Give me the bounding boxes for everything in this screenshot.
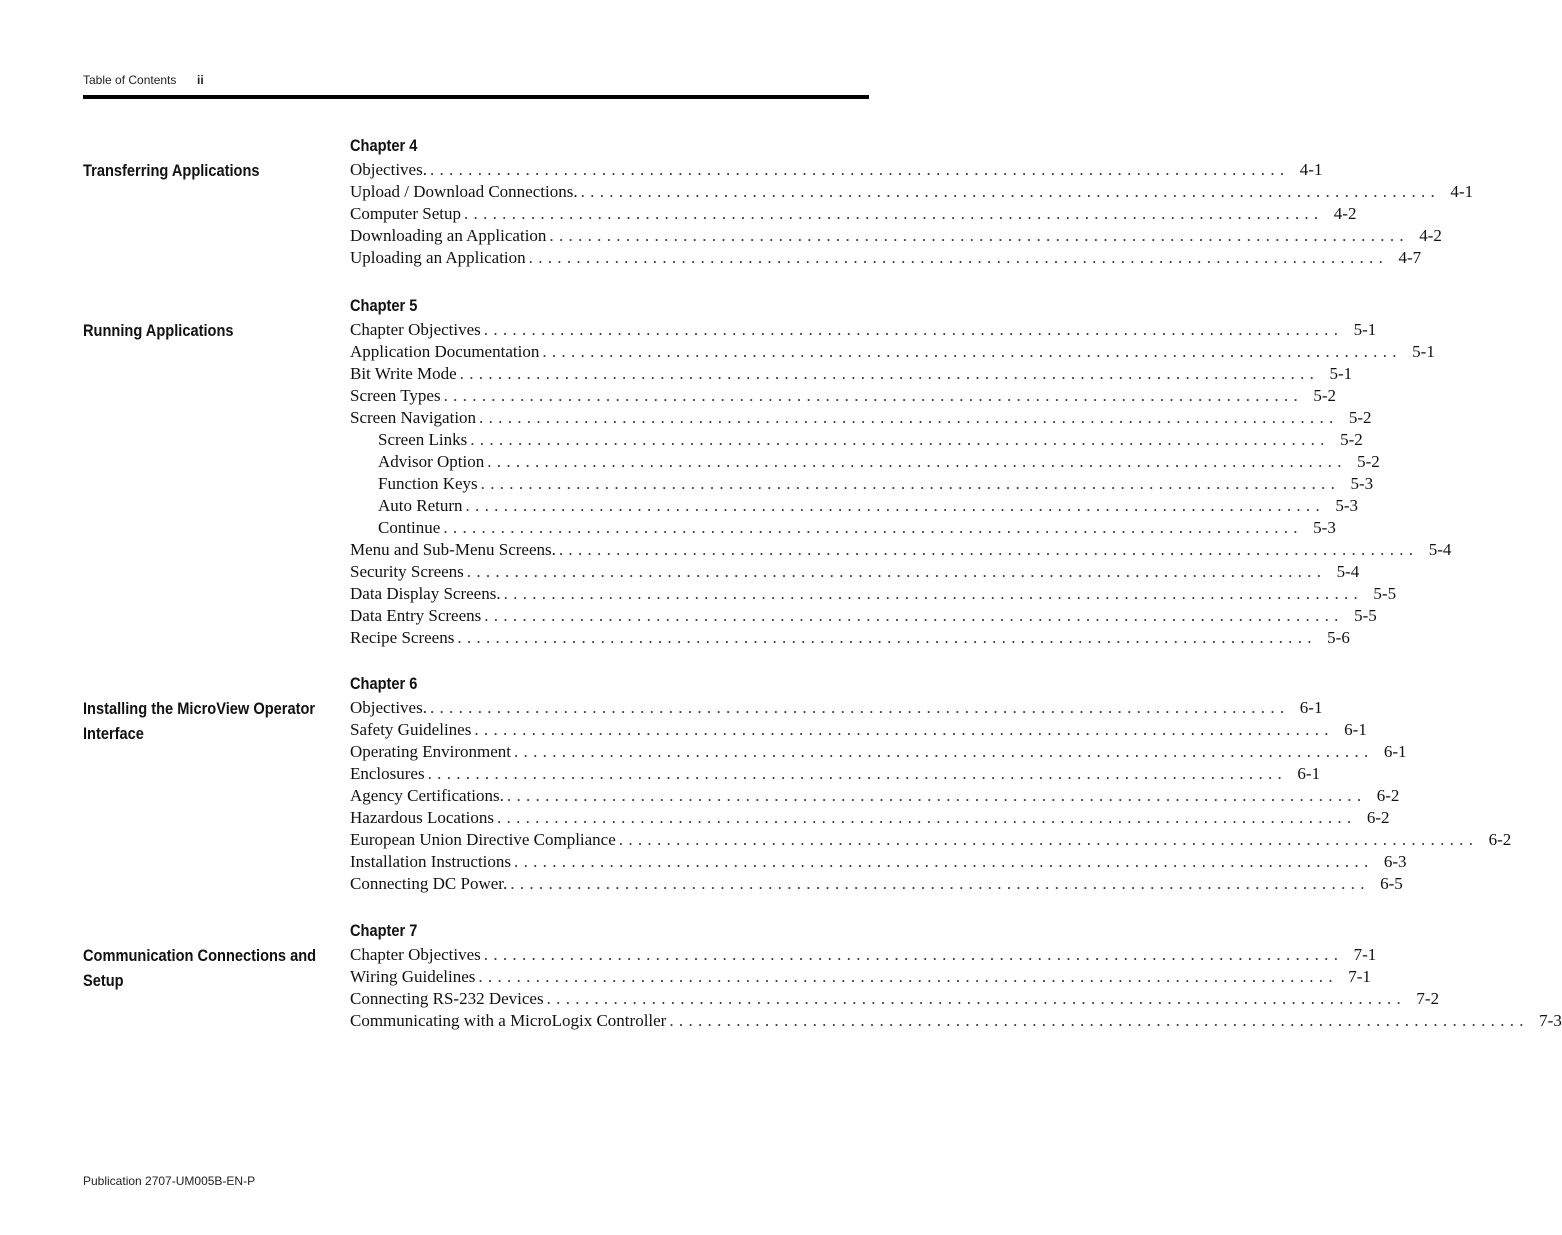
dot-leader: .......................................................................................... xyxy=(484,606,1344,625)
toc-entry-title: Upload / Download Connections. xyxy=(350,182,578,201)
dot-leader: .......................................................................................... xyxy=(459,364,1320,383)
toc-entry-title: Bit Write Mode xyxy=(350,364,457,383)
dot-leader: .......................................................................................... xyxy=(479,408,1339,427)
toc-entry[interactable] xyxy=(350,204,1357,226)
toc-entry-title: Objectives. xyxy=(350,160,427,179)
toc-entry-list xyxy=(350,160,1474,270)
toc-entry-page: 6-1 xyxy=(1383,742,1407,761)
toc-entry[interactable] xyxy=(350,226,1442,248)
dot-leader: .......................................................................................... xyxy=(618,830,1479,849)
dot-leader: .......................................................................................... xyxy=(427,764,1288,783)
dot-leader: .......................................................................................... xyxy=(429,698,1290,717)
toc-entry-title: Screen Types xyxy=(350,386,441,405)
toc-entry[interactable] xyxy=(350,764,1321,786)
toc-subentry[interactable] xyxy=(350,518,1336,540)
toc-entry[interactable] xyxy=(350,540,1452,562)
dot-leader: .......................................................................................... xyxy=(546,989,1407,1008)
dot-leader: .......................................................................................... xyxy=(429,160,1290,179)
toc-entry[interactable] xyxy=(350,989,1440,1011)
dot-leader: .......................................................................................... xyxy=(443,518,1303,537)
toc-entry-title: Connecting RS-232 Devices xyxy=(350,989,544,1008)
toc-entry-page: 5-5 xyxy=(1354,606,1377,625)
dot-leader: .......................................................................................... xyxy=(466,562,1327,581)
toc-entry[interactable] xyxy=(350,967,1371,989)
toc-entry-title: Security Screens xyxy=(350,562,464,581)
toc-entry-title: Application Documentation xyxy=(350,342,540,361)
toc-entry-title: Screen Links xyxy=(378,430,468,449)
dot-leader: .......................................................................................... xyxy=(514,852,1374,871)
toc-entry-page: 5-1 xyxy=(1353,320,1377,339)
toc-entry-page: 4-1 xyxy=(1450,182,1474,201)
chapter-title: Running Applications xyxy=(83,321,234,340)
toc-entry[interactable] xyxy=(350,1011,1562,1033)
toc-entry-page: 5-5 xyxy=(1373,584,1397,603)
toc-entry-title: Recipe Screens xyxy=(350,628,455,647)
chapter-title: Transferring Applications xyxy=(83,161,260,180)
toc-entry-title: Hazardous Locations xyxy=(350,808,494,827)
toc-entry-page: 7-3 xyxy=(1539,1011,1562,1030)
toc-entry-page: 4-2 xyxy=(1333,204,1357,223)
toc-entry-title: Downloading an Application xyxy=(350,226,547,245)
header-page-number: ii xyxy=(197,73,204,87)
toc-entry[interactable] xyxy=(350,364,1353,386)
dot-leader: .......................................................................................... xyxy=(669,1011,1529,1030)
toc-entry-title: Continue xyxy=(378,518,441,537)
dot-leader: .......................................................................................... xyxy=(480,474,1341,493)
toc-entry-title: Connecting DC Power. xyxy=(350,874,508,893)
toc-entry-page: 5-4 xyxy=(1336,562,1360,581)
toc-entry-page: 6-1 xyxy=(1299,698,1323,717)
toc-subentry[interactable] xyxy=(350,430,1363,452)
dot-leader: .......................................................................................... xyxy=(506,786,1367,805)
dot-leader: .......................................................................................... xyxy=(483,945,1344,964)
toc-entry-title: Data Display Screens. xyxy=(350,584,501,603)
chapter-label: Chapter 4 xyxy=(350,136,418,155)
toc-entry[interactable] xyxy=(350,945,1377,967)
dot-leader: .......................................................................................... xyxy=(542,342,1402,361)
header-rule xyxy=(83,95,869,99)
toc-entry[interactable] xyxy=(350,248,1422,270)
toc-entry-page: 6-2 xyxy=(1376,786,1400,805)
toc-entry-title: Objectives. xyxy=(350,698,427,717)
dot-leader: .......................................................................................... xyxy=(478,967,1338,986)
toc-entry[interactable] xyxy=(350,408,1372,430)
toc-entry-title: Chapter Objectives xyxy=(350,945,481,964)
chapter-title: Communication Connections and Setup xyxy=(83,946,317,990)
toc-entry-page: 5-2 xyxy=(1357,452,1380,471)
dot-leader: .......................................................................................... xyxy=(514,742,1374,761)
toc-entry-list xyxy=(350,945,1562,1033)
toc-entry[interactable] xyxy=(350,562,1360,584)
toc-entry-page: 5-2 xyxy=(1313,386,1337,405)
chapter-label: Chapter 7 xyxy=(350,921,418,940)
toc-entry-page: 5-3 xyxy=(1335,496,1359,515)
dot-leader: .......................................................................................... xyxy=(549,226,1409,245)
toc-entry-page: 6-5 xyxy=(1380,874,1403,893)
toc-entry-page: 5-3 xyxy=(1313,518,1336,537)
toc-entry-title: Screen Navigation xyxy=(350,408,477,427)
toc-subentry[interactable] xyxy=(350,496,1359,518)
toc-entry-page: 5-2 xyxy=(1348,408,1372,427)
toc-entry[interactable] xyxy=(350,830,1512,852)
toc-entry-page: 5-6 xyxy=(1327,628,1350,647)
toc-entry-title: Chapter Objectives xyxy=(350,320,481,339)
page-header xyxy=(83,73,204,87)
toc-subentry[interactable] xyxy=(350,474,1374,496)
toc-subentry[interactable] xyxy=(350,452,1380,474)
toc-entry-title: Enclosures xyxy=(350,764,425,783)
toc-entry-list xyxy=(350,320,1452,650)
toc-entry-title: Uploading an Application xyxy=(350,248,526,267)
toc-entry-page: 4-7 xyxy=(1398,248,1422,267)
dot-leader: .......................................................................................... xyxy=(528,248,1389,267)
toc-entry-page: 5-4 xyxy=(1428,540,1452,559)
dot-leader: .......................................................................................... xyxy=(443,386,1304,405)
toc-entry-page: 5-3 xyxy=(1350,474,1374,493)
dot-leader: .......................................................................................... xyxy=(503,584,1364,603)
toc-entry-page: 7-1 xyxy=(1348,967,1371,986)
dot-leader: .......................................................................................... xyxy=(510,874,1370,893)
dot-leader: .......................................................................................... xyxy=(496,808,1357,827)
toc-entry-title: Communicating with a MicroLogix Controller xyxy=(350,1011,667,1030)
toc-entry-page: 5-2 xyxy=(1340,430,1363,449)
toc-entry[interactable] xyxy=(350,584,1397,606)
toc-entry-page: 6-2 xyxy=(1488,830,1512,849)
toc-entry-page: 7-1 xyxy=(1353,945,1377,964)
dot-leader: .......................................................................................... xyxy=(487,452,1347,471)
dot-leader: .......................................................................................... xyxy=(580,182,1441,201)
toc-entry[interactable] xyxy=(350,742,1407,764)
dot-leader: .......................................................................................... xyxy=(457,628,1317,647)
toc-entry-title: Data Entry Screens xyxy=(350,606,482,625)
footer-publication: Publication 2707-UM005B-EN-P xyxy=(83,1174,256,1188)
toc-entry-page: 5-1 xyxy=(1412,342,1435,361)
toc-entry[interactable] xyxy=(350,698,1323,720)
chapter-title: Installing the MicroView Operator Interface xyxy=(83,699,316,743)
toc-entry-title: Installation Instructions xyxy=(350,852,512,871)
toc-entry-page: 6-1 xyxy=(1344,720,1367,739)
toc-entry-title: Computer Setup xyxy=(350,204,461,223)
toc-entry-page: 6-2 xyxy=(1366,808,1390,827)
toc-entry-list xyxy=(350,698,1512,896)
toc-entry-title: Function Keys xyxy=(378,474,478,493)
toc-entry[interactable] xyxy=(350,386,1337,408)
toc-entry-title: European Union Directive Compliance xyxy=(350,830,616,849)
toc-entry[interactable] xyxy=(350,808,1390,830)
toc-entry[interactable] xyxy=(350,720,1367,742)
chapter-label: Chapter 6 xyxy=(350,674,418,693)
toc-entry[interactable] xyxy=(350,320,1377,342)
toc-entry[interactable] xyxy=(350,182,1474,204)
toc-entry-title: Wiring Guidelines xyxy=(350,967,476,986)
toc-entry-title: Safety Guidelines xyxy=(350,720,472,739)
toc-entry-title: Advisor Option xyxy=(378,452,485,471)
toc-entry-title: Agency Certifications. xyxy=(350,786,504,805)
toc-entry-page: 4-1 xyxy=(1299,160,1323,179)
chapter-label: Chapter 5 xyxy=(350,296,418,315)
toc-entry-title: Auto Return xyxy=(378,496,463,515)
toc-entry-title: Menu and Sub-Menu Screens. xyxy=(350,540,556,559)
toc-entry-page: 4-2 xyxy=(1419,226,1442,245)
toc-entry-page: 6-3 xyxy=(1383,852,1407,871)
toc-entry[interactable] xyxy=(350,628,1350,650)
toc-entry[interactable] xyxy=(350,606,1377,628)
dot-leader: .......................................................................................... xyxy=(474,720,1334,739)
header-section-label: Table of Contents xyxy=(83,73,177,87)
dot-leader: .......................................................................................... xyxy=(463,204,1324,223)
toc-entry-title: Operating Environment xyxy=(350,742,511,761)
toc-entry-page: 5-1 xyxy=(1329,364,1353,383)
toc-entry[interactable] xyxy=(350,874,1403,896)
dot-leader: .......................................................................................... xyxy=(465,496,1326,515)
toc-entry[interactable] xyxy=(350,342,1435,364)
dot-leader: .......................................................................................... xyxy=(470,430,1330,449)
toc-entry[interactable] xyxy=(350,160,1323,182)
toc-entry-page: 7-2 xyxy=(1416,989,1440,1008)
toc-entry-page: 6-1 xyxy=(1297,764,1321,783)
toc-entry[interactable] xyxy=(350,852,1407,874)
dot-leader: .......................................................................................... xyxy=(483,320,1344,339)
dot-leader: .......................................................................................... xyxy=(558,540,1419,559)
toc-entry[interactable] xyxy=(350,786,1400,808)
